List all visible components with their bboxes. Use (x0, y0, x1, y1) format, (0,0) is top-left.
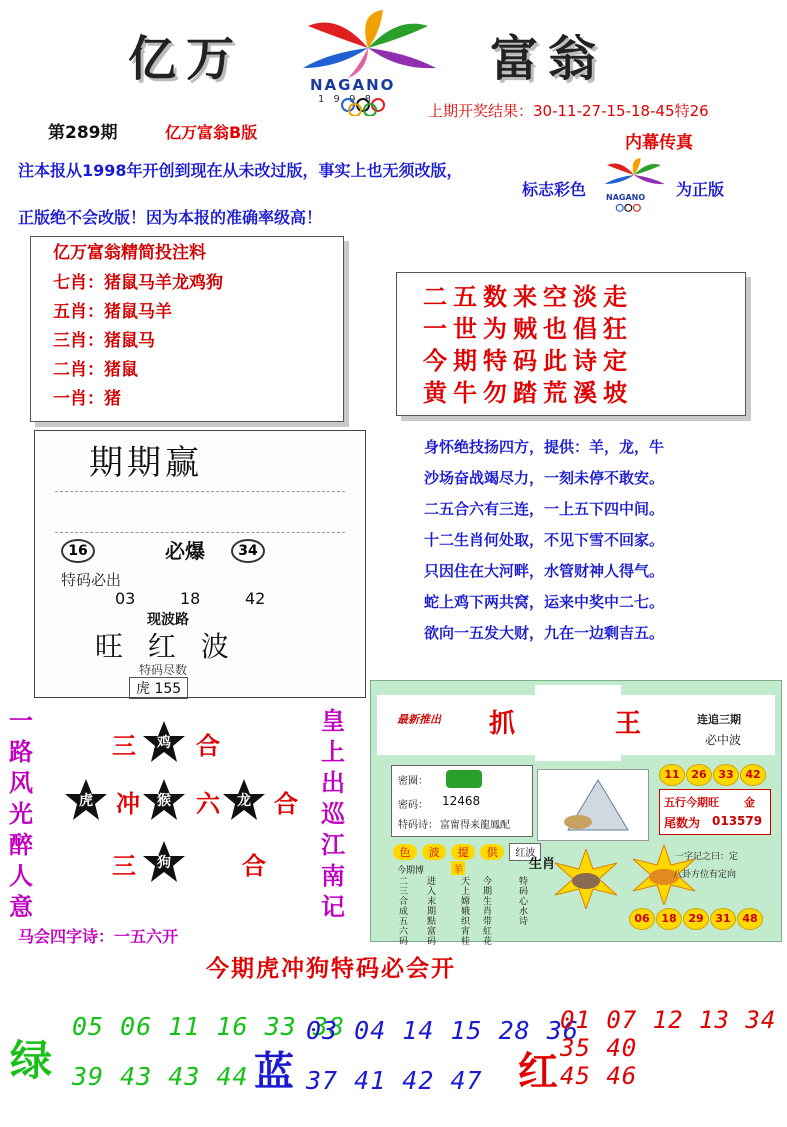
poem-line: 一世为贼也倡狂 (423, 314, 633, 343)
info-panel (370, 680, 782, 947)
vertical-char: 皇 (321, 707, 345, 735)
last-result-value: 30-11-27-15-18-45特26 (533, 102, 709, 120)
vertical-char: 光 (9, 800, 33, 828)
vertical-char: 上 (321, 738, 345, 766)
right-poem-line: 十二生肖何处取，不见下雪不回家。 (424, 531, 665, 549)
vertical-char: 醉 (9, 831, 33, 859)
number-ball: 06 (629, 908, 655, 930)
red-line-1: 01 07 12 13 34 35 40 (560, 1006, 777, 1062)
tips-line: 一肖：猪 (53, 389, 121, 409)
vertical-col: 二三合成五六码 (399, 877, 409, 947)
number-ball: 31 (710, 908, 736, 930)
olympic-rings-icon (338, 98, 408, 116)
vertical-char: 路 (9, 738, 33, 766)
poem-line: 黄牛勿踏荒溪坡 (423, 378, 633, 407)
zodiac-mark: 三 (112, 732, 136, 760)
scan-foot: 特码尽数 (139, 663, 188, 677)
zodiac-mark: 三 (112, 852, 136, 880)
notice-line-2: 正版绝不会改版！因为本报的准确率级高！ (18, 208, 323, 227)
weishu-label: 尾数为 (664, 816, 701, 830)
scan-bao-label: 必爆 (165, 539, 205, 563)
wuxing-box (659, 789, 771, 835)
scan-bo-text: 旺 红 波 (95, 630, 237, 663)
scan-noise (55, 491, 345, 533)
star-label: 龙 (237, 793, 251, 809)
vertical-char: 江 (321, 831, 345, 859)
code-label-2: 密码： (398, 800, 428, 811)
panel-bi-zhong: 必中波 (705, 733, 742, 747)
scan-code: 03 (115, 589, 136, 608)
vertical-right (318, 706, 348, 923)
tips-line: 七肖：猪鼠马羊龙鸡狗 (53, 273, 223, 293)
wuxing-value: 金 (744, 796, 755, 809)
title-left: 亿万 (128, 31, 245, 87)
panel-lian-zhui: 连追三期 (697, 713, 741, 726)
color-tags (393, 841, 541, 861)
right-poem (424, 432, 774, 649)
vertical-col: 进入末期點富码 (427, 877, 437, 947)
panel-top-left: 最新推出 (397, 713, 441, 726)
rat-burst-icon (551, 849, 621, 909)
poem-line: 今期特码此诗定 (423, 346, 633, 375)
right-poem-line: 只因住在大河畔，水管财神人得气。 (424, 562, 665, 580)
panel-big-b: 王 (615, 709, 642, 739)
star-icon (142, 840, 186, 884)
panel-cutout (535, 685, 621, 761)
star-label: 虎 (79, 793, 93, 809)
badge-prefix: 标志彩色 (522, 180, 587, 199)
bottom-banner: 今期虎冲狗特码必会开 (206, 956, 456, 982)
right-poem-line: 沙场奋战竭尽力，一刻未停不敢安。 (424, 469, 665, 487)
zodiac-mark: 冲 (116, 790, 140, 818)
green-line-1: 05 06 11 16 33 38 (72, 1012, 345, 1041)
jinqi-tag: 羊 (451, 861, 465, 875)
number-ball: 33 (713, 764, 739, 786)
yizi-label: 一字记之曰：定 (675, 852, 739, 862)
scan-tiger: 虎 155 (129, 677, 188, 699)
edition-label: 亿万富翁B版 (165, 123, 258, 142)
star-icon (222, 778, 266, 822)
tips-box (30, 236, 344, 422)
small-logo-text: NAGANO (606, 193, 646, 202)
red-label: 红 (518, 1049, 558, 1095)
number-ball: 42 (740, 764, 766, 786)
code-label-1: 密圈： (398, 776, 428, 787)
last-result (428, 100, 709, 121)
balls-bottom (629, 907, 764, 930)
tips-title: 亿万富翁精简投注料 (53, 243, 206, 263)
vertical-char: 一 (9, 707, 33, 735)
blue-label: 蓝 (254, 1049, 294, 1095)
small-logo (598, 155, 670, 217)
star-label: 狗 (157, 855, 171, 871)
zodiac-mark: 六 (196, 790, 220, 818)
shengxiao-label: 生肖 (529, 857, 556, 872)
code-box (391, 765, 533, 837)
issue-number: 第289期 (48, 123, 118, 143)
right-poem-line: 身怀绝技扬四方，提供：羊，龙，牛 (424, 438, 665, 456)
panel-big-a: 抓 (489, 709, 516, 739)
code-poem: 富甯得来龍鳳配 (440, 820, 510, 831)
scan-title: 期期赢 (89, 443, 203, 483)
color-tag: 色 (393, 844, 417, 860)
vertical-col: 今期生肖带紅花 (483, 877, 493, 947)
last-result-label: 上期开奖结果： (428, 102, 534, 120)
star-icon (142, 778, 186, 822)
green-label: 绿 (10, 1036, 53, 1085)
tips-line: 五肖：猪鼠马羊 (53, 302, 172, 322)
bagua-label: 八卦方位有定向 (673, 870, 737, 880)
number-ball: 26 (686, 764, 712, 786)
vertical-char: 南 (321, 862, 345, 890)
logo-years: 1 9 9 8 (318, 94, 374, 105)
poem-line: 二五数来空淡走 (423, 282, 633, 311)
scan-clipping (34, 430, 366, 698)
code-figure-icon (446, 770, 482, 788)
code-label-3: 特码诗： (398, 820, 438, 831)
tips-line: 三肖：猪鼠马 (53, 331, 155, 351)
number-ball: 18 (656, 908, 682, 930)
scan-row-label: 特码必出 (61, 571, 122, 589)
color-tag: 波 (422, 844, 446, 860)
poem-box (396, 272, 746, 416)
number-ball: 11 (659, 764, 685, 786)
scan-number: 16 (61, 539, 95, 563)
right-poem-line: 欲向一五发大财，九在一边剩吉五。 (424, 624, 665, 642)
scan-code: 18 (180, 589, 201, 608)
vertical-char: 出 (321, 769, 345, 797)
right-poem-line: 蛇上鸡下两共窝，运来中奖中二七。 (424, 593, 665, 611)
cartoon-icon (538, 770, 648, 840)
scan-bo-label: 现波路 (147, 612, 189, 628)
title-right: 富翁 (490, 31, 607, 87)
color-tag: 供 (480, 844, 504, 860)
vertical-left (6, 706, 36, 923)
vertical-col: 特码心水诗 (519, 877, 529, 927)
vertical-char: 巡 (321, 800, 345, 828)
zodiac-mark: 合 (196, 732, 220, 760)
scan-code: 42 (245, 589, 266, 608)
logo-text: NAGANO (310, 76, 396, 94)
green-line-2: 39 43 43 44 (72, 1062, 249, 1091)
zodiac-mark: 合 (274, 790, 298, 818)
vertical-char: 意 (9, 893, 33, 921)
notice-line-1: 注本报从1998年开创到现在从未改过版，事实上也无须改版， (18, 161, 463, 180)
right-poem-line: 二五合六有三连，一上五下四中间。 (424, 500, 665, 518)
star-label: 鸡 (157, 735, 171, 751)
zodiac-diagram (50, 710, 320, 890)
vertical-char: 风 (9, 769, 33, 797)
zodiac-mark: 合 (242, 852, 266, 880)
star-icon (142, 720, 186, 764)
code-value: 12468 (442, 794, 481, 808)
badge-suffix: 为正版 (676, 180, 725, 199)
vertical-col: 天上嫦娥织宵桂 (461, 877, 471, 947)
weishu-value: 013579 (712, 814, 763, 828)
neimu-label: 内幕传真 (625, 133, 693, 153)
number-ball: 48 (737, 908, 763, 930)
number-ball: 29 (683, 908, 709, 930)
star-label: 猴 (157, 793, 171, 809)
red-line-2: 45 46 (560, 1062, 638, 1090)
vertical-char: 人 (9, 862, 33, 890)
star-icon (64, 778, 108, 822)
small-rings-icon (614, 203, 654, 215)
tips-line: 二肖：猪鼠 (53, 360, 138, 380)
jinqi-label: 今期博 (397, 866, 425, 876)
balls-top (659, 763, 767, 786)
cartoon-area (537, 769, 649, 841)
color-tag: 提 (451, 844, 475, 860)
scan-number: 34 (231, 539, 265, 563)
vertical-char: 记 (321, 893, 345, 921)
blue-line-1: 03 04 14 15 28 36 (306, 1016, 579, 1045)
small-flower-icon (598, 155, 670, 195)
wuxing-label: 五行今期旺 (664, 796, 719, 809)
nagano-logo (288, 8, 448, 118)
horse-poem: 马会四字诗：一五六开 (18, 927, 179, 946)
color-value: 红波 (509, 843, 541, 861)
blue-line-2: 37 41 42 47 (306, 1066, 483, 1095)
